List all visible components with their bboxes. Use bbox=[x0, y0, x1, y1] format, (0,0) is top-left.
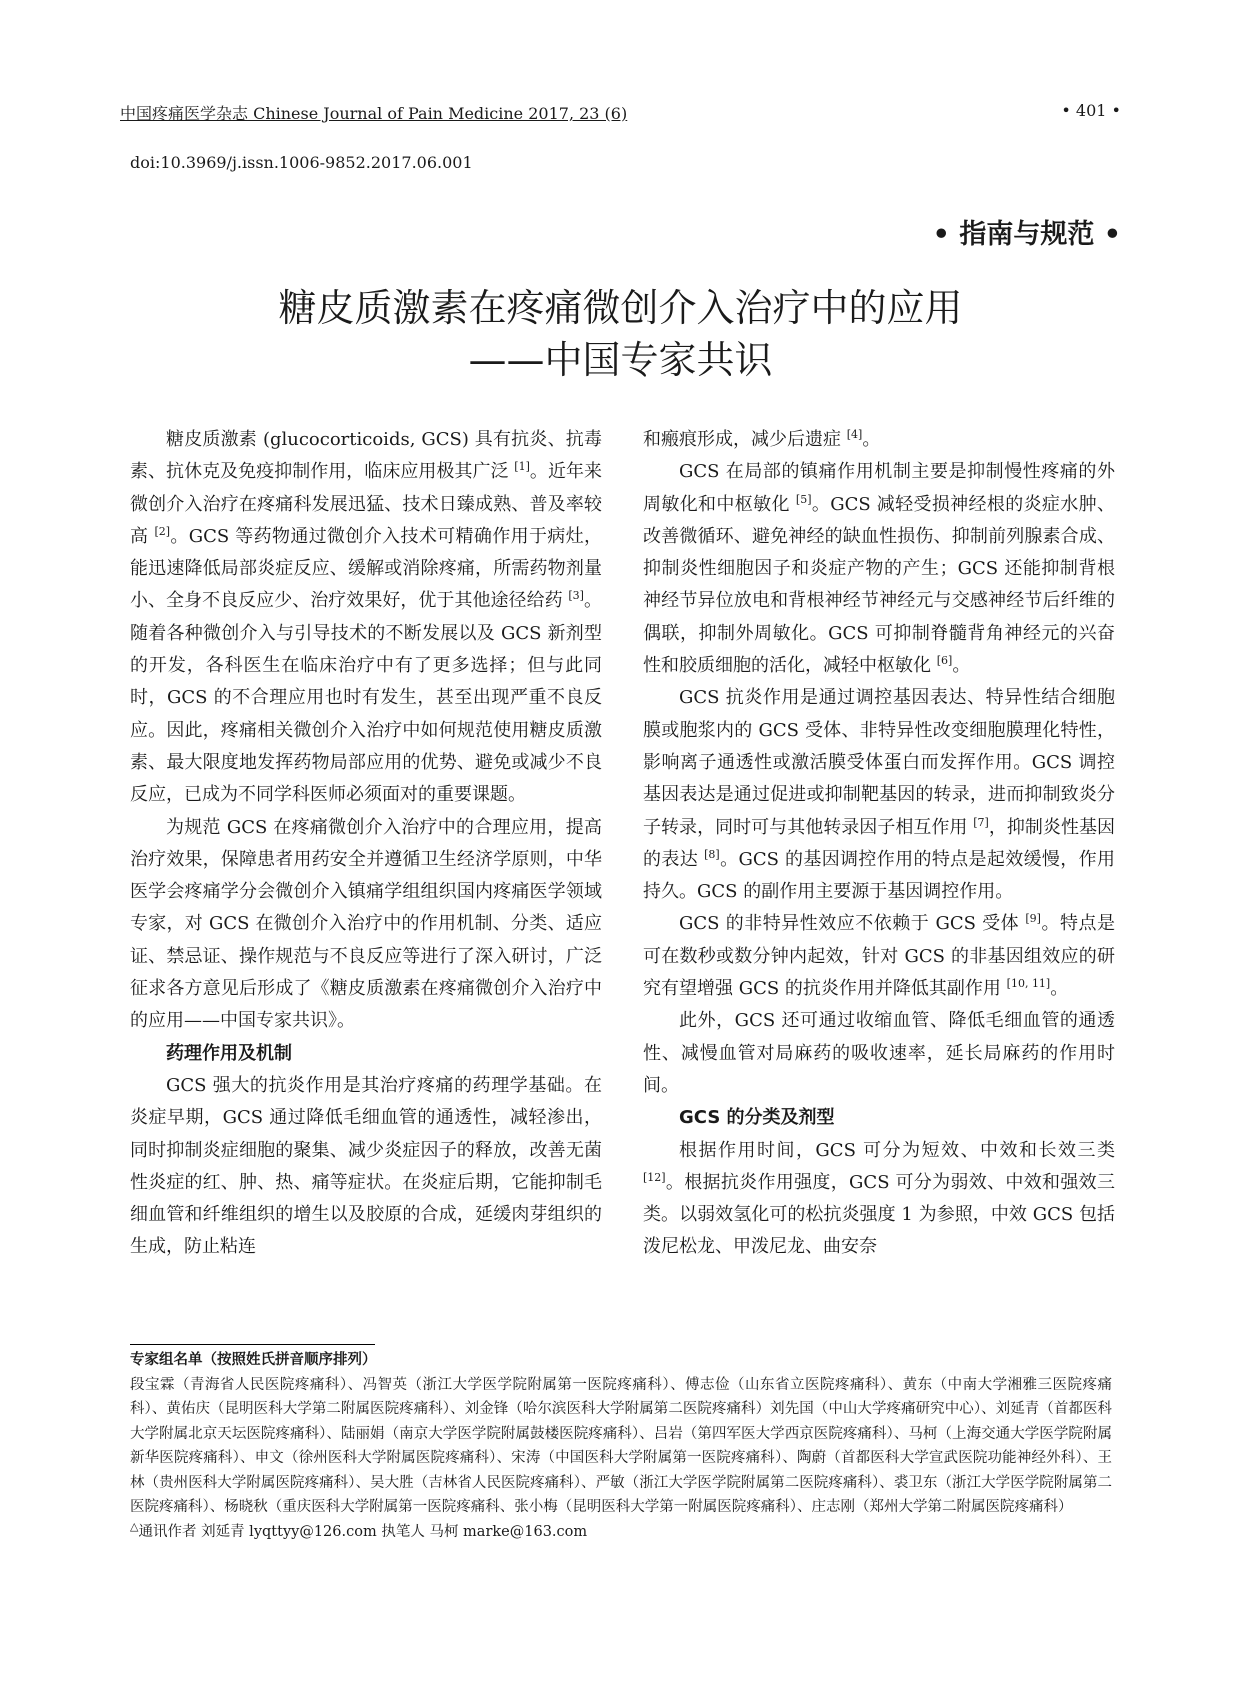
citation-7[interactable]: [7] bbox=[973, 815, 989, 829]
intro-paragraph-1: 糖皮质激素 (glucocorticoids, GCS) 具有抗炎、抗毒素、抗休克及免疫抑制作用，临床应用极其广泛 [1]。近年来微创介入治疗在疼痛科发展迅猛、技术日臻成熟、普及率较高 [2]。GCS 等药物通过微创介入技术可精确作用于病灶，能迅速降低局部炎症反应、缓解或消除疼痛，所需药物剂量小、全身不良反应少、治疗效果好，优于其他途径给药 [3]。随着各种微创介入与引导技术的不断发展以及 GCS 新剂型的开发，各科医生在临床治疗中有了更多选择；但与此同时，GCS 的不合理应用也时有发生，甚至出现严重不良反应。因此，疼痛相关微创介入治疗中如何规范使用糖皮质激素、最大限度地发挥药物局部应用的优势、避免或减少不良反应，已成为不同学科医师必须面对的重要课题。 bbox=[130, 429, 602, 806]
citation-1[interactable]: [1] bbox=[514, 460, 530, 474]
pharmacology-paragraph-1: GCS 强大的抗炎作用是其治疗疼痛的药理学基础。在炎症早期，GCS 通过降低毛细血管的通透性，减轻渗出，同时抑制炎症细胞的聚集、减少炎症因子的释放，改善无菌性炎症的红、肿、热、痛等症状。在炎症后期，它能抑制毛细血管和纤维组织的增生以及胶原的合成，延缓肉芽组织的生成，防止粘连 bbox=[130, 1074, 602, 1258]
citation-12[interactable]: [12] bbox=[643, 1170, 666, 1184]
pharmacology-paragraph-1-continued: 和瘢痕形成，减少后遗症 [4]。 bbox=[643, 428, 881, 450]
expert-group-list: 段宝霖（青海省人民医院疼痛科）、冯智英（浙江大学医学院附属第一医院疼痛科）、傅志俭（山东省立医院疼痛科）、黄东（中南大学湘雅三医院疼痛科）、黄佑庆（昆明医科大学第二附属医院疼痛科）、刘金锋（哈尔滨医科大学附属第二医院疼痛科）刘先国（中山大学疼痛研究中心）、刘延青（首都医科大学附属北京天坛医院疼痛科）、陆丽娟（南京大学医学院附属鼓楼医院疼痛科）、吕岩（第四军医大学西京医院疼痛科）、马柯（上海交通大学医学院附属新华医院疼痛科）、申文（徐州医科大学附属医院疼痛科）、宋涛（中国医科大学附属第一医院疼痛科）、陶蔚（首都医科大学宣武医院功能神经外科）、王林（贵州医科大学附属医院疼痛科）、吴大胜（吉林省人民医院疼痛科）、严敏（浙江大学医学院附属第二医院疼痛科）、裘卫东（浙江大学医学院附属第二医院疼痛科）、杨晓秋（重庆医科大学附属第一医院疼痛科、张小梅（昆明医科大学第一附属医院疼痛科）、庄志刚（郑州大学第二附属医院疼痛科） bbox=[130, 1376, 1112, 1515]
corresponding-mark: △ bbox=[130, 1519, 139, 1533]
corresponding-author: △通讯作者 刘延青 lyqttyy@126.com 执笔人 马柯 marke@163.com bbox=[130, 1519, 588, 1540]
expert-group-heading: 专家组名单（按照姓氏拼音顺序排列） bbox=[130, 1352, 377, 1368]
citation-5[interactable]: [5] bbox=[795, 492, 812, 506]
citation-3[interactable]: [3] bbox=[568, 589, 584, 603]
section-heading-pharmacology: 药理作用及机制 bbox=[166, 1042, 292, 1064]
running-head: 中国疼痛医学杂志 Chinese Journal of Pain Medicine 2017, 23 (6) bbox=[120, 104, 628, 123]
pharmacology-paragraph-5: 此外，GCS 还可通过收缩血管、降低毛细血管的通透性、减慢血管对局麻药的吸收速率，延长局麻药的作用时间。 bbox=[643, 1010, 1115, 1096]
footnote bbox=[130, 1348, 1112, 1544]
page-number: • 401 • bbox=[1061, 101, 1121, 120]
citation-10-11[interactable]: [10, 11] bbox=[1006, 977, 1051, 991]
right-column bbox=[643, 424, 1115, 1264]
pharmacology-paragraph-2: GCS 在局部的镇痛作用机制主要是抑制慢性疼痛的外周敏化和中枢敏化 [5]。GCS 减轻受损神经根的炎症水肿、改善微循环、避免神经的缺血性损伤、抑制前列腺素合成、抑制炎性细胞因子和炎症产物的产生；GCS 还能抑制背根神经节异位放电和背根神经节神经元与交感神经节后纤维的偶联，抑制外周敏化。GCS 可抑制脊髓背角神经元的兴奋性和胶质细胞的活化，减轻中枢敏化 [6]。 bbox=[643, 461, 1115, 677]
section-heading-classification: GCS 的分类及剂型 bbox=[679, 1107, 835, 1129]
intro-paragraph-2: 为规范 GCS 在疼痛微创介入治疗中的合理应用，提高治疗效果，保障患者用药安全并遵循卫生经济学原则，中华医学会疼痛学分会微创介入镇痛学组组织国内疼痛医学领域专家，对 GCS 在微创介入治疗中的作用机制、分类、适应证、禁忌证、操作规范与不良反应等进行了深入研讨，广泛征求各方意见后形成了《糖皮质激素在疼痛微创介入治疗中的应用——中国专家共识》。 bbox=[130, 816, 602, 1032]
citation-8[interactable]: [8] bbox=[704, 847, 720, 861]
column-tag: • 指南与规范 • bbox=[932, 219, 1121, 250]
pharmacology-paragraph-4: GCS 的非特异性效应不依赖于 GCS 受体 [9]。特点是可在数秒或数分钟内起效，针对 GCS 的非基因组效应的研究有望增强 GCS 的抗炎作用并降低其副作用 [10, 11]。 bbox=[643, 912, 1115, 1000]
footnote-divider bbox=[130, 1344, 375, 1345]
title-line-1: 糖皮质激素在疼痛微创介入治疗中的应用 bbox=[278, 286, 963, 330]
left-column bbox=[130, 424, 602, 1264]
title-line-2: ——中国专家共识 bbox=[468, 338, 773, 382]
citation-2[interactable]: [2] bbox=[154, 524, 171, 538]
pharmacology-paragraph-3: GCS 抗炎作用是通过调控基因表达、特异性结合细胞膜或胞浆内的 GCS 受体、非特异性改变细胞膜理化特性，影响离子通透性或激活膜受体蛋白而发挥作用。GCS 调控基因表达是通过促进或抑制靶基因的转录，进而抑制致炎分子转录，同时可与其他转录因子相互作用 [7]，抑制炎性基因的表达 [8]。GCS 的基因调控作用的特点是起效缓慢，作用持久。GCS 的副作用主要源于基因调控作用。 bbox=[643, 687, 1115, 903]
citation-4[interactable]: [4] bbox=[846, 428, 863, 441]
citation-6[interactable]: [6] bbox=[936, 654, 953, 668]
citation-9[interactable]: [9] bbox=[1025, 912, 1041, 926]
classification-paragraph-1: 根据作用时间，GCS 可分为短效、中效和长效三类 [12]。根据抗炎作用强度，GCS 可分为弱效、中效和强效三类。以弱效氢化可的松抗炎强度 1 为参照，中效 GCS 包括泼尼松龙、甲泼尼龙、曲安奈 bbox=[643, 1139, 1115, 1258]
article-title bbox=[0, 282, 1241, 386]
doi: doi:10.3969/j.issn.1006-9852.2017.06.001 bbox=[130, 153, 473, 172]
